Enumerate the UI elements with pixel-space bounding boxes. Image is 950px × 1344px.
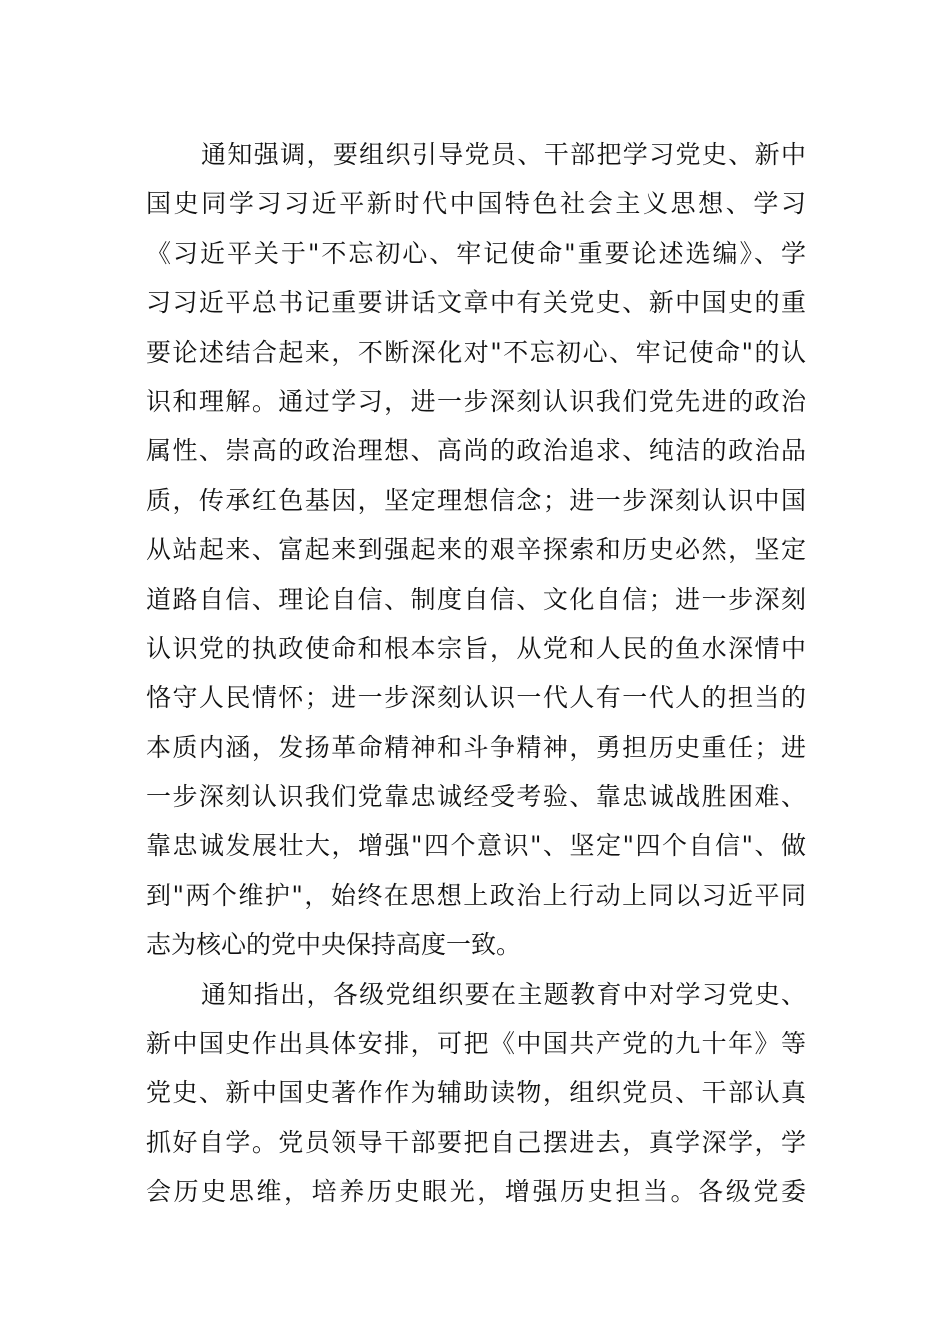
paragraph-1 (146, 130, 806, 970)
paragraph-line: 靠忠诚发展壮大，增强"四个意识"、坚定"四个自信"、做 (146, 831, 806, 861)
paragraph-line: 一步深刻认识我们党靠忠诚经受考验、靠忠诚战胜困难、 (146, 782, 806, 812)
paragraph-line: 志为核心的党中央保持高度一致。 (146, 930, 522, 960)
paragraph-line: 识和理解。通过学习，进一步深刻认识我们党先进的政治 (146, 386, 806, 416)
paragraph-2 (146, 970, 806, 1217)
paragraph-line: 国史同学习习近平新时代中国特色社会主义思想、学习 (146, 189, 806, 219)
document-body (146, 130, 806, 1217)
paragraph-line: 通知强调，要组织引导党员、干部把学习党史、新中 (201, 140, 806, 169)
paragraph-line: 质，传承红色基因，坚定理想信念；进一步深刻认识中国 (146, 485, 806, 515)
paragraph-line: 本质内涵，发扬革命精神和斗争精神，勇担历史重任；进 (146, 732, 806, 762)
paragraph-line: 道路自信、理论自信、制度自信、文化自信；进一步深刻 (146, 584, 806, 614)
paragraph-line: 《习近平关于"不忘初心、牢记使命"重要论述选编》、学 (146, 238, 806, 268)
paragraph-line: 要论述结合起来，不断深化对"不忘初心、牢记使命"的认 (146, 337, 806, 367)
paragraph-line: 认识党的执政使命和根本宗旨，从党和人民的鱼水深情中 (146, 633, 806, 663)
paragraph-line: 新中国史作出具体安排，可把《中国共产党的九十年》等 (146, 1029, 806, 1059)
paragraph-line: 到"两个维护"，始终在思想上政治上行动上同以习近平同 (146, 880, 806, 910)
paragraph-line: 恪守人民情怀；进一步深刻认识一代人有一代人的担当的 (146, 683, 806, 713)
paragraph-line: 习习近平总书记重要讲话文章中有关党史、新中国史的重 (146, 288, 806, 318)
paragraph-line: 会历史思维，培养历史眼光，增强历史担当。各级党委 (146, 1177, 806, 1207)
paragraph-line: 从站起来、富起来到强起来的艰辛探索和历史必然，坚定 (146, 535, 806, 565)
paragraph-line: 抓好自学。党员领导干部要把自己摆进去，真学深学，学 (146, 1127, 806, 1157)
paragraph-line: 属性、崇高的政治理想、高尚的政治追求、纯洁的政治品 (146, 436, 806, 466)
paragraph-line: 党史、新中国史著作作为辅助读物，组织党员、干部认真 (146, 1078, 806, 1108)
paragraph-line: 通知指出，各级党组织要在主题教育中对学习党史、 (201, 979, 806, 1009)
